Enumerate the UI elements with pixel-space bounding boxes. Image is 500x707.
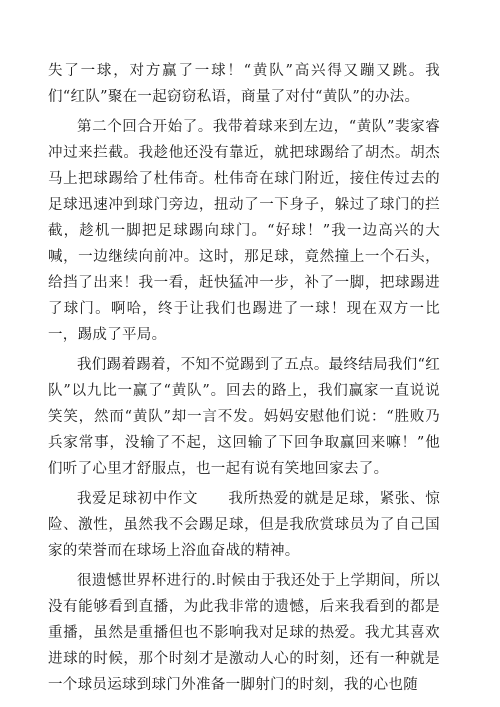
- paragraph-essay-intro: 我爱足球初中作文 我所热爱的就是足球，紧张、惊险、激性，虽然我不会踢足球，但是我欣赏球员为了自己国家的荣誉而在球场上浴血奋战的精神。: [48, 491, 440, 559]
- paragraph-second-round: 第二个回合开始了。我带着球来到左边，“黄队”裴家睿冲过来拦截。我趁他还没有靠近，就把球踢给了胡杰。胡杰马上把球踢给了杜伟奇。杜伟奇在球门附近，接住传过去的足球迅速冲到球门旁边，扭动了一下身子，躲过了球门的拦截，趁机一脚把足球踢向球门。“好球！”我一边高兴的大喊，一边继续向前冲。这时，那足球，竟然撞上一个石头，给挡了出来！我一看，赶快猛冲一步，补了一脚，把球踢进了球门。啊哈，终于让我们也踢进了一球！现在双方一比一，踢成了平局。: [48, 119, 440, 343]
- document-body: [48, 58, 440, 702]
- paragraph-continued: 失了一球，对方赢了一球！“黄队”高兴得又蹦又跳。我们“红队”聚在一起窃窃私语，商量了对付“黄队”的办法。: [48, 63, 440, 105]
- paragraph-world-cup: 很遗憾世界杯进行的.时候由于我还处于上学期间，所以没有能够看到直播，为此我非常的遗憾，后来我看到的都是重播，虽然是重播但也不影响我对足球的热爱。我尤其喜欢进球的时候，那个时刻才是激动人心的时刻，还有一种就是一个球员运球到球门外准备一脚射门的时刻，我的心也随: [48, 573, 440, 693]
- paragraph-final-score: 我们踢着踢着，不知不觉踢到了五点。最终结局我们“红队”以九比一赢了“黄队”。回去的路上，我们赢家一直说说笑笑，然而“黄队”却一言不发。妈妈安慰他们说：“胜败乃兵家常事，没输了不起，这回输了下回争取赢回来嘛！”他们听了心里才舒服点，也一起有说有笑地回家去了。: [48, 357, 440, 477]
